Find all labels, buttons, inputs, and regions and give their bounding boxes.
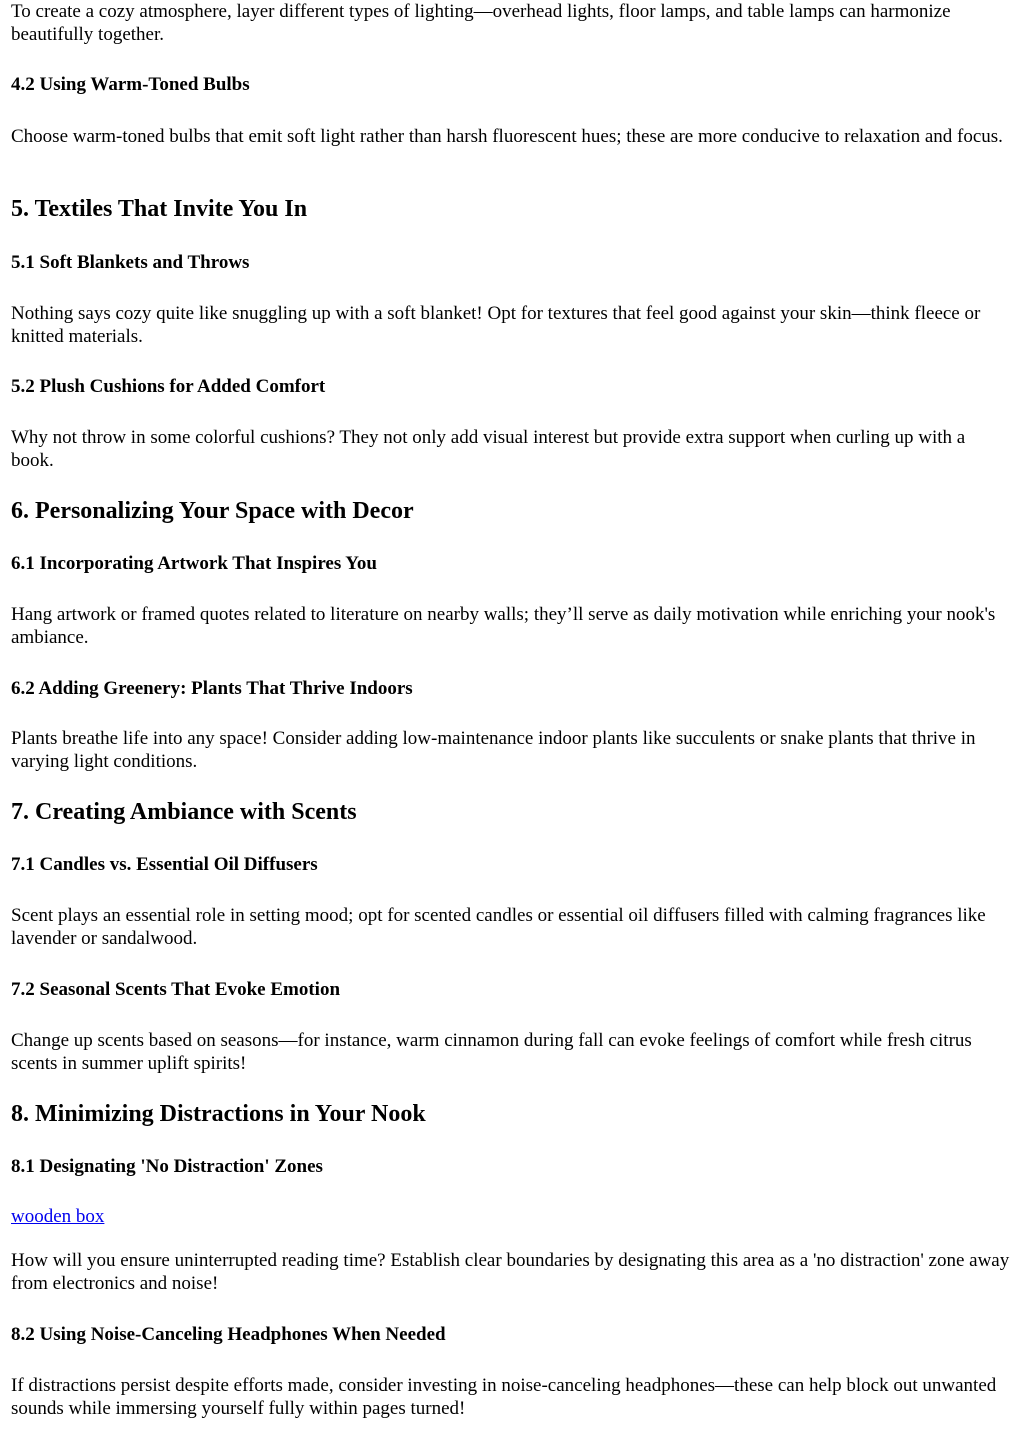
heading-8: 8. Minimizing Distractions in Your Nook bbox=[11, 1101, 426, 1127]
paragraph-6-2: Plants breathe life into any space! Consider adding low-maintenance indoor plants like succulents or snake plants that thrive in varying light conditions. bbox=[11, 728, 976, 772]
heading-7-1: 7.1 Candles vs. Essential Oil Diffusers bbox=[11, 854, 318, 875]
paragraph-8-2: If distractions persist despite efforts made, consider investing in noise-canceling headphones—these can help block out unwanted sounds while immersing yourself fully within pages turned! bbox=[11, 1375, 997, 1419]
heading-4-2: 4.2 Using Warm-Toned Bulbs bbox=[11, 74, 250, 95]
paragraph-7-1: Scent plays an essential role in setting mood; opt for scented candles or essential oil diffusers filled with calming fragrances like lavender or sandalwood. bbox=[11, 905, 986, 949]
heading-5: 5. Textiles That Invite You In bbox=[11, 196, 308, 222]
heading-5-2: 5.2 Plush Cushions for Added Comfort bbox=[11, 376, 326, 397]
paragraph-6-1: Hang artwork or framed quotes related to literature on nearby walls; they’ll serve as daily motivation while enriching your nook's ambiance. bbox=[11, 604, 996, 648]
heading-6-2: 6.2 Adding Greenery: Plants That Thrive Indoors bbox=[11, 678, 413, 699]
paragraph-7-2: Change up scents based on seasons—for instance, warm cinnamon during fall can evoke feelings of comfort while fresh citrus scents in summer uplift spirits! bbox=[11, 1030, 972, 1074]
paragraph-5-2: Why not throw in some colorful cushions? They not only add visual interest but provide extra support when curling up with a book. bbox=[11, 427, 966, 471]
heading-6-1: 6.1 Incorporating Artwork That Inspires You bbox=[11, 553, 377, 574]
heading-7-2: 7.2 Seasonal Scents That Evoke Emotion bbox=[11, 979, 341, 1000]
heading-6: 6. Personalizing Your Space with Decor bbox=[11, 498, 414, 524]
heading-5-1: 5.1 Soft Blankets and Throws bbox=[11, 252, 250, 273]
paragraph-5-1: Nothing says cozy quite like snuggling up with a soft blanket! Opt for textures that feel good against your skin—think fleece or knitted materials. bbox=[11, 303, 981, 347]
heading-8-1: 8.1 Designating 'No Distraction' Zones bbox=[11, 1156, 323, 1177]
heading-8-2: 8.2 Using Noise-Canceling Headphones When Needed bbox=[11, 1324, 446, 1345]
paragraph-4-2: Choose warm-toned bulbs that emit soft light rather than harsh fluorescent hues; these are more conducive to relaxation and focus. bbox=[11, 126, 1003, 147]
paragraph-8-1: How will you ensure uninterrupted reading time? Establish clear boundaries by designating this area as a 'no distraction' zone away from electronics and noise! bbox=[11, 1250, 1010, 1294]
wooden-box-link[interactable]: wooden box bbox=[11, 1206, 105, 1227]
paragraph-lighting-layers: To create a cozy atmosphere, layer different types of lighting—overhead lights, floor lamps, and table lamps can harmonize beautifully together. bbox=[11, 1, 951, 45]
heading-7: 7. Creating Ambiance with Scents bbox=[11, 799, 357, 825]
